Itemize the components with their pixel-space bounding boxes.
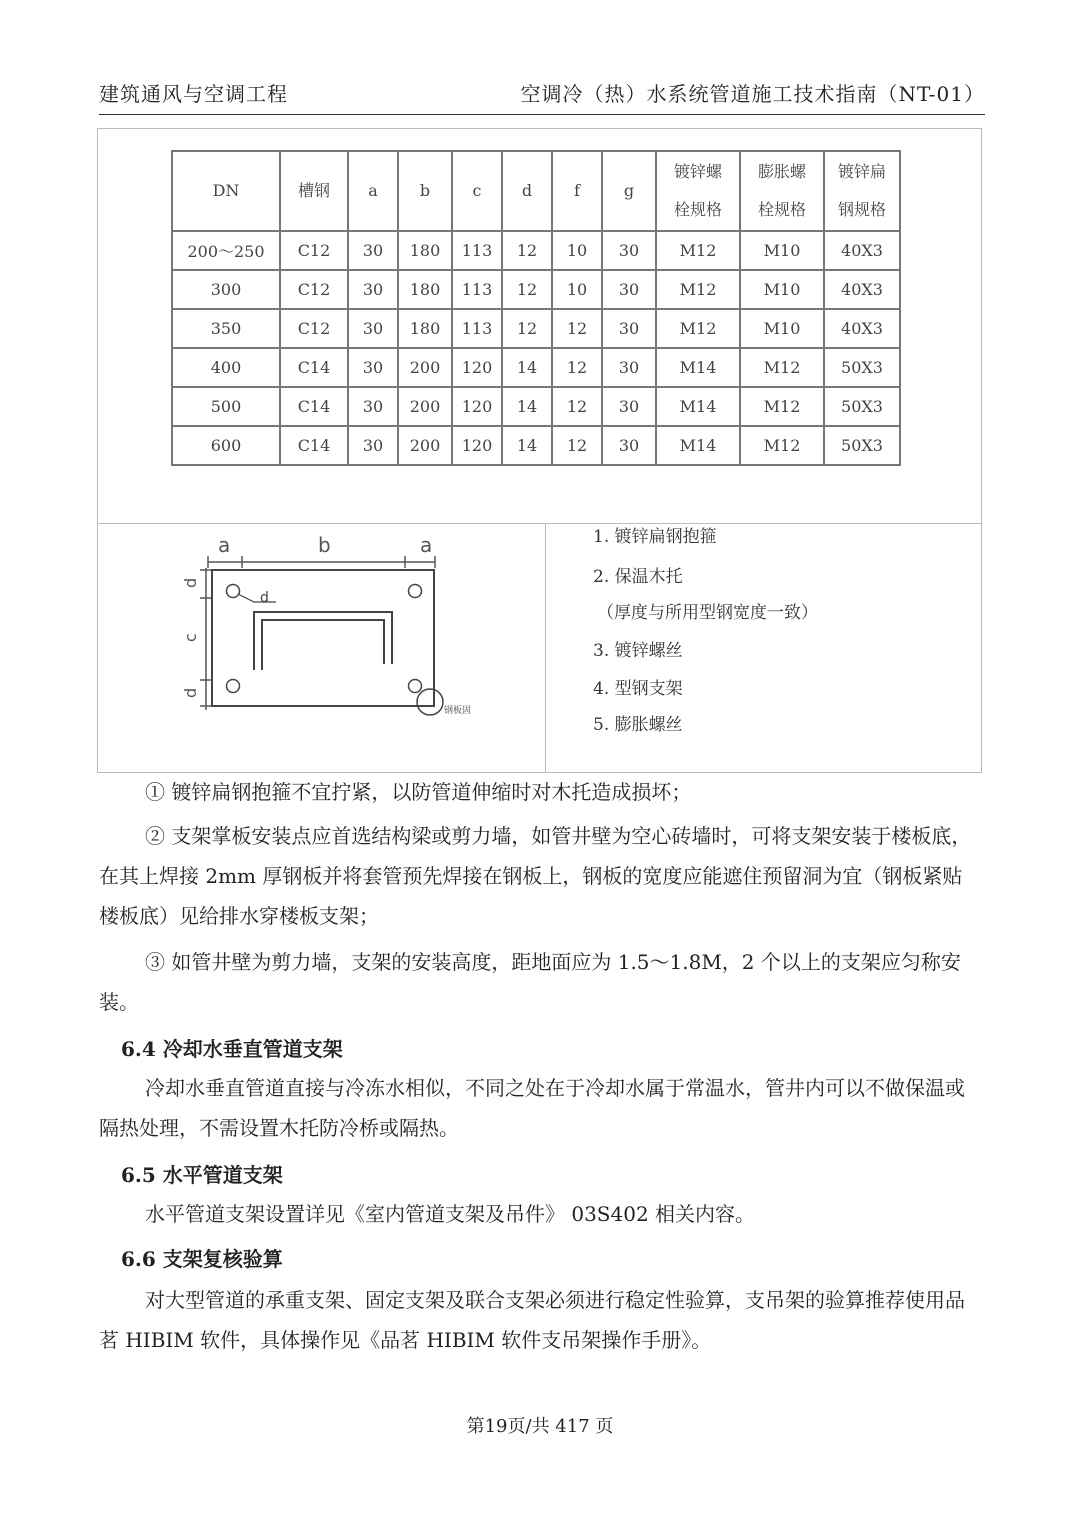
legend-item: 5. 膨胀螺丝: [593, 715, 683, 735]
table-cell: 40X3: [824, 270, 900, 309]
table-cell: 40X3: [824, 231, 900, 270]
col-header: g: [602, 151, 656, 231]
table-cell: 14: [502, 348, 552, 387]
bolt-hole: [409, 680, 422, 693]
table-cell: M12: [740, 348, 824, 387]
table-cell: 12: [552, 387, 602, 426]
header-left: 建筑通风与空调工程: [99, 82, 288, 106]
col-header: 槽钢: [280, 151, 348, 231]
legend-item: 3. 镀锌螺丝: [593, 641, 683, 661]
table-cell: 120: [452, 426, 502, 465]
col-header: d: [502, 151, 552, 231]
table-cell: 30: [348, 270, 398, 309]
table-cell: 30: [602, 270, 656, 309]
table-cell: 180: [398, 270, 452, 309]
table-cell: 200～250: [172, 231, 280, 270]
table-cell: 30: [602, 309, 656, 348]
table-row: [172, 270, 900, 309]
dim-a-left: a: [218, 533, 231, 557]
table-cell: 30: [602, 387, 656, 426]
dim-c: c: [181, 633, 200, 642]
table-cell: M14: [656, 426, 740, 465]
table-cell: M12: [656, 270, 740, 309]
header-right: 空调冷（热）水系统管道施工技术指南（NT-01）: [520, 82, 985, 106]
table-cell: C14: [280, 387, 348, 426]
table-cell: 10: [552, 231, 602, 270]
table-cell: 50X3: [824, 426, 900, 465]
section-body-6-4: 冷却水垂直管道直接与冷冻水相似，不同之处在于冷却水属于常温水，管井内可以不做保温或隔热处理，不需设置木托防冷桥或隔热。: [99, 1076, 965, 1140]
base-plate: [212, 570, 434, 706]
note-1: ① 镀锌扁钢抱箍不宜拧紧，以防管道伸缩时对木托造成损坏；: [145, 780, 692, 804]
bolt-hole: [409, 585, 422, 598]
spec-table: [171, 150, 901, 466]
table-cell: 500: [172, 387, 280, 426]
legend-item: 2. 保温木托: [593, 567, 683, 587]
table-cell: 12: [552, 309, 602, 348]
bolt-hole: [227, 680, 240, 693]
table-cell: 30: [602, 426, 656, 465]
table-cell: 120: [452, 387, 502, 426]
table-row: [172, 348, 900, 387]
table-cell: 113: [452, 270, 502, 309]
table-cell: M10: [740, 309, 824, 348]
table-cell: 12: [502, 231, 552, 270]
table-cell: 30: [602, 348, 656, 387]
note-3: ③ 如管井壁为剪力墙，支架的安装高度，距地面应为 1.5～1.8M，2 个以上的支架应匀称安装。: [99, 950, 961, 1014]
section-title-6-4: 6.4 冷却水垂直管道支架: [121, 1037, 343, 1061]
table-cell: 200: [398, 387, 452, 426]
table-cell: 120: [452, 348, 502, 387]
col-header: a: [348, 151, 398, 231]
table-row: [172, 231, 900, 270]
page-footer: 第19页/共 417 页: [466, 1416, 614, 1437]
table-cell: M14: [656, 348, 740, 387]
section-title-6-5: 6.5 水平管道支架: [121, 1163, 283, 1187]
legend-item: 1. 镀锌扁钢抱箍: [593, 527, 717, 547]
table-header-row: [172, 151, 900, 231]
callout-label: 钢板固: [444, 706, 472, 716]
legend-item: 4. 型钢支架: [593, 679, 683, 699]
section-title-6-6: 6.6 支架复核验算: [121, 1247, 283, 1271]
legend-item: （厚度与所用型钢宽度一致）: [597, 603, 818, 623]
col-header: DN: [172, 151, 280, 231]
table-cell: 600: [172, 426, 280, 465]
table-row: [172, 426, 900, 465]
table-cell: 30: [348, 426, 398, 465]
dim-d-bottom: d: [181, 687, 200, 698]
table-cell: 180: [398, 309, 452, 348]
table-cell: M12: [656, 231, 740, 270]
table-cell: M12: [740, 387, 824, 426]
dim-b: b: [318, 533, 331, 557]
table-cell: M10: [740, 231, 824, 270]
page-header: [99, 78, 985, 115]
table-cell: 12: [502, 309, 552, 348]
table-cell: M14: [656, 387, 740, 426]
table-cell: 400: [172, 348, 280, 387]
table-cell: 30: [348, 348, 398, 387]
table-cell: 12: [502, 270, 552, 309]
bolt-hole: [227, 585, 240, 598]
col-header: b: [398, 151, 452, 231]
dim-a-right: a: [420, 533, 433, 557]
table-cell: 12: [552, 426, 602, 465]
callout-circle: [417, 689, 443, 715]
table-cell: 30: [348, 309, 398, 348]
col-header: 镀锌扁 钢规格: [824, 151, 900, 231]
table-cell: C12: [280, 309, 348, 348]
frame-divider-h: [98, 523, 981, 524]
table-cell: C14: [280, 426, 348, 465]
table-cell: M12: [656, 309, 740, 348]
table-cell: C12: [280, 231, 348, 270]
col-header: f: [552, 151, 602, 231]
table-cell: 12: [552, 348, 602, 387]
section-body-6-5: 水平管道支架设置详见《室内管道支架及吊件》 03S402 相关内容。: [145, 1202, 756, 1226]
table-cell: C14: [280, 348, 348, 387]
section-body-6-6: 对大型管道的承重支架、固定支架及联合支架必须进行稳定性验算，支吊架的验算推荐使用品茗 HIBIM 软件，具体操作见《品茗 HIBIM 软件支吊架操作手册》。: [99, 1288, 965, 1352]
dim-d-top: d: [181, 577, 200, 588]
table-cell: 50X3: [824, 387, 900, 426]
table-cell: 40X3: [824, 309, 900, 348]
table-row: [172, 309, 900, 348]
channel-inner: [262, 620, 384, 670]
note-2: ② 支架掌板安装点应首选结构梁或剪力墙，如管井壁为空心砖墙时，可将支架安装于楼板底，在其上焊接 2mm 厚钢板并将套管预先焊接在钢板上，钢板的宽度应能遮住预留洞为宜（钢板紧贴楼板底）见给排水穿楼板支架；: [99, 824, 972, 928]
table-cell: 50X3: [824, 348, 900, 387]
table-cell: 300: [172, 270, 280, 309]
table-cell: C12: [280, 270, 348, 309]
table-cell: 113: [452, 231, 502, 270]
table-cell: 14: [502, 387, 552, 426]
table-cell: M12: [740, 426, 824, 465]
table-cell: 14: [502, 426, 552, 465]
table-cell: 30: [348, 231, 398, 270]
table-cell: 350: [172, 309, 280, 348]
table-cell: 30: [348, 387, 398, 426]
table-cell: 10: [552, 270, 602, 309]
table-cell: 113: [452, 309, 502, 348]
table-cell: 200: [398, 426, 452, 465]
frame-divider-v: [545, 523, 546, 772]
table-cell: 180: [398, 231, 452, 270]
col-header: 膨胀螺 栓规格: [740, 151, 824, 231]
col-header: c: [452, 151, 502, 231]
table-cell: 200: [398, 348, 452, 387]
table-row: [172, 387, 900, 426]
col-header: 镀锌螺 栓规格: [656, 151, 740, 231]
label-d: d: [260, 590, 269, 606]
table-cell: 30: [602, 231, 656, 270]
bracket-drawing: [180, 530, 500, 730]
table-cell: M10: [740, 270, 824, 309]
